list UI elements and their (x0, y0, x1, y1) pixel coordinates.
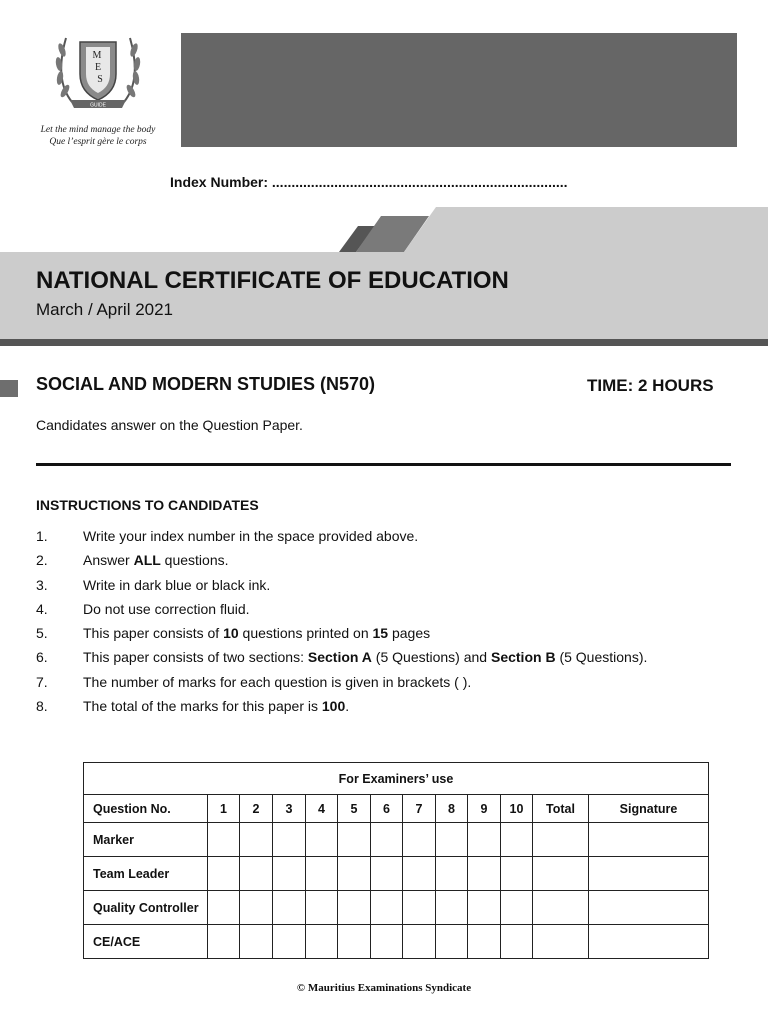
instruction-fragment: Do not use correction fluid. (83, 600, 250, 617)
exam-time: TIME: 2 HOURS (587, 376, 714, 395)
instruction-number: 7. (36, 673, 48, 690)
exam-session: March / April 2021 (36, 300, 174, 319)
instruction-text (83, 550, 229, 570)
crest-letter-m: M (92, 50, 102, 61)
instruction-text (83, 696, 349, 716)
mark-cell[interactable] (208, 925, 240, 959)
instructions-heading: INSTRUCTIONS TO CANDIDATES (36, 497, 259, 513)
mark-cell[interactable] (589, 925, 709, 959)
table-row (84, 823, 709, 857)
instruction-fragment: pages (388, 625, 431, 642)
question-number-header: 1 (208, 795, 240, 823)
mark-cell[interactable] (468, 925, 501, 959)
mark-cell[interactable] (306, 891, 338, 925)
examiners-table (83, 762, 709, 959)
instruction-fragment: (5 Questions) and (371, 649, 491, 666)
mark-cell[interactable] (273, 823, 306, 857)
instruction-emphasis: 10 (223, 625, 239, 642)
table-row (84, 925, 709, 959)
mark-cell[interactable] (403, 891, 436, 925)
mark-cell[interactable] (208, 823, 240, 857)
mark-cell[interactable] (533, 925, 589, 959)
mark-cell[interactable] (240, 925, 273, 959)
mark-cell[interactable] (501, 891, 533, 925)
instruction-emphasis: Section B (490, 649, 556, 666)
mark-cell[interactable] (589, 857, 709, 891)
instruction-number: 2. (36, 552, 48, 569)
instruction-text (83, 647, 647, 667)
instruction-text (83, 599, 250, 619)
instruction-text (83, 623, 430, 643)
mark-cell[interactable] (436, 857, 468, 891)
mark-cell[interactable] (589, 823, 709, 857)
instruction-number: 8. (36, 698, 48, 715)
mark-cell[interactable] (371, 925, 403, 959)
mark-cell[interactable] (208, 891, 240, 925)
mark-cell[interactable] (306, 925, 338, 959)
mark-cell[interactable] (240, 857, 273, 891)
instruction-number: 1. (36, 528, 48, 544)
row-label: Team Leader (84, 857, 208, 891)
mark-cell[interactable] (589, 891, 709, 925)
mark-cell[interactable] (501, 857, 533, 891)
instruction-fragment: . (345, 698, 350, 715)
instruction-emphasis: 100 (321, 698, 346, 715)
instructions-list (36, 526, 736, 720)
instruction-text (83, 672, 471, 692)
index-number-dots: ............................................................................ (271, 174, 568, 190)
index-number-label: Index Number: (170, 174, 269, 190)
instruction-emphasis: 15 (372, 625, 389, 642)
mark-cell[interactable] (371, 857, 403, 891)
table-header-row (84, 795, 709, 823)
mark-cell[interactable] (306, 823, 338, 857)
question-number-header: 5 (338, 795, 371, 823)
instruction-item (36, 550, 736, 574)
signature-header: Signature (589, 795, 709, 823)
instruction-item (36, 623, 736, 647)
mark-cell[interactable] (501, 823, 533, 857)
instruction-number: 4. (36, 600, 48, 617)
instruction-fragment: questions printed on (238, 625, 373, 642)
mark-cell[interactable] (273, 857, 306, 891)
mark-cell[interactable] (240, 823, 273, 857)
mark-cell[interactable] (371, 891, 403, 925)
motto-french: Que l’esprit gère le corps (49, 137, 147, 147)
subject-title: SOCIAL AND MODERN STUDIES (N570) (36, 374, 376, 394)
mark-cell[interactable] (533, 823, 589, 857)
question-number-header: 6 (371, 795, 403, 823)
mark-cell[interactable] (208, 857, 240, 891)
instruction-fragment: (5 Questions). (555, 649, 648, 666)
question-number-header: 10 (501, 795, 533, 823)
instruction-emphasis: ALL (133, 552, 161, 569)
candidate-note: Candidates answer on the Question Paper. (36, 417, 303, 433)
row-label: Marker (84, 823, 208, 857)
mark-cell[interactable] (403, 823, 436, 857)
instruction-item (36, 599, 736, 623)
mark-cell[interactable] (436, 925, 468, 959)
mark-cell[interactable] (240, 891, 273, 925)
crest-ribbon-text: GUIDE (90, 102, 106, 109)
question-number-header: 3 (273, 795, 306, 823)
instruction-fragment: This paper consists of two sections: (83, 649, 308, 666)
instruction-item (36, 647, 736, 671)
copyright-footer: © Mauritius Examinations Syndicate (296, 982, 472, 994)
instruction-text (83, 526, 418, 546)
instruction-number: 5. (36, 625, 48, 642)
table-row (84, 891, 709, 925)
mark-cell[interactable] (338, 891, 371, 925)
question-number-header: 7 (403, 795, 436, 823)
instruction-fragment: The total of the marks for this paper is (83, 698, 322, 715)
question-number-header: 9 (468, 795, 501, 823)
mark-cell[interactable] (306, 857, 338, 891)
total-header: Total (533, 795, 589, 823)
mark-cell[interactable] (533, 891, 589, 925)
question-no-header: Question No. (84, 795, 208, 823)
table-caption: For Examiners’ use (84, 763, 709, 795)
instruction-text (83, 575, 270, 595)
question-number-header: 8 (436, 795, 468, 823)
instruction-item (36, 672, 736, 696)
row-label: Quality Controller (84, 891, 208, 925)
side-marker (0, 380, 18, 397)
instruction-number: 3. (36, 576, 48, 593)
instruction-fragment: Write your index number in the space provided above. (83, 528, 419, 544)
mark-cell[interactable] (273, 891, 306, 925)
motto-english: Let the mind manage the body (40, 125, 156, 135)
mark-cell[interactable] (468, 857, 501, 891)
instruction-fragment: The number of marks for each question is given in brackets ( ). (83, 673, 472, 690)
mark-cell[interactable] (533, 857, 589, 891)
mark-cell[interactable] (338, 823, 371, 857)
question-number-header: 4 (306, 795, 338, 823)
instruction-fragment: Write in dark blue or black ink. (83, 576, 271, 593)
instruction-item (36, 696, 736, 720)
mark-cell[interactable] (436, 823, 468, 857)
mark-cell[interactable] (338, 925, 371, 959)
certificate-title: NATIONAL CERTIFICATE OF EDUCATION (36, 267, 509, 294)
instruction-item (36, 575, 736, 599)
mark-cell[interactable] (501, 925, 533, 959)
mark-cell[interactable] (403, 925, 436, 959)
crest-letter-s: S (97, 74, 103, 85)
mark-cell[interactable] (436, 891, 468, 925)
mark-cell[interactable] (468, 891, 501, 925)
instruction-fragment: questions. (160, 552, 229, 569)
mark-cell[interactable] (468, 823, 501, 857)
instruction-item (36, 526, 736, 550)
instruction-fragment: Answer (83, 552, 134, 569)
mark-cell[interactable] (371, 823, 403, 857)
row-label: CE/ACE (84, 925, 208, 959)
mark-cell[interactable] (273, 925, 306, 959)
table-row (84, 857, 709, 891)
crest-letter-e: E (94, 62, 102, 73)
mark-cell[interactable] (403, 857, 436, 891)
divider-rule (36, 463, 731, 466)
instruction-fragment: This paper consists of (83, 625, 224, 642)
mark-cell[interactable] (338, 857, 371, 891)
question-number-header: 2 (240, 795, 273, 823)
instruction-number: 6. (36, 649, 48, 666)
instruction-emphasis: Section A (307, 649, 372, 666)
